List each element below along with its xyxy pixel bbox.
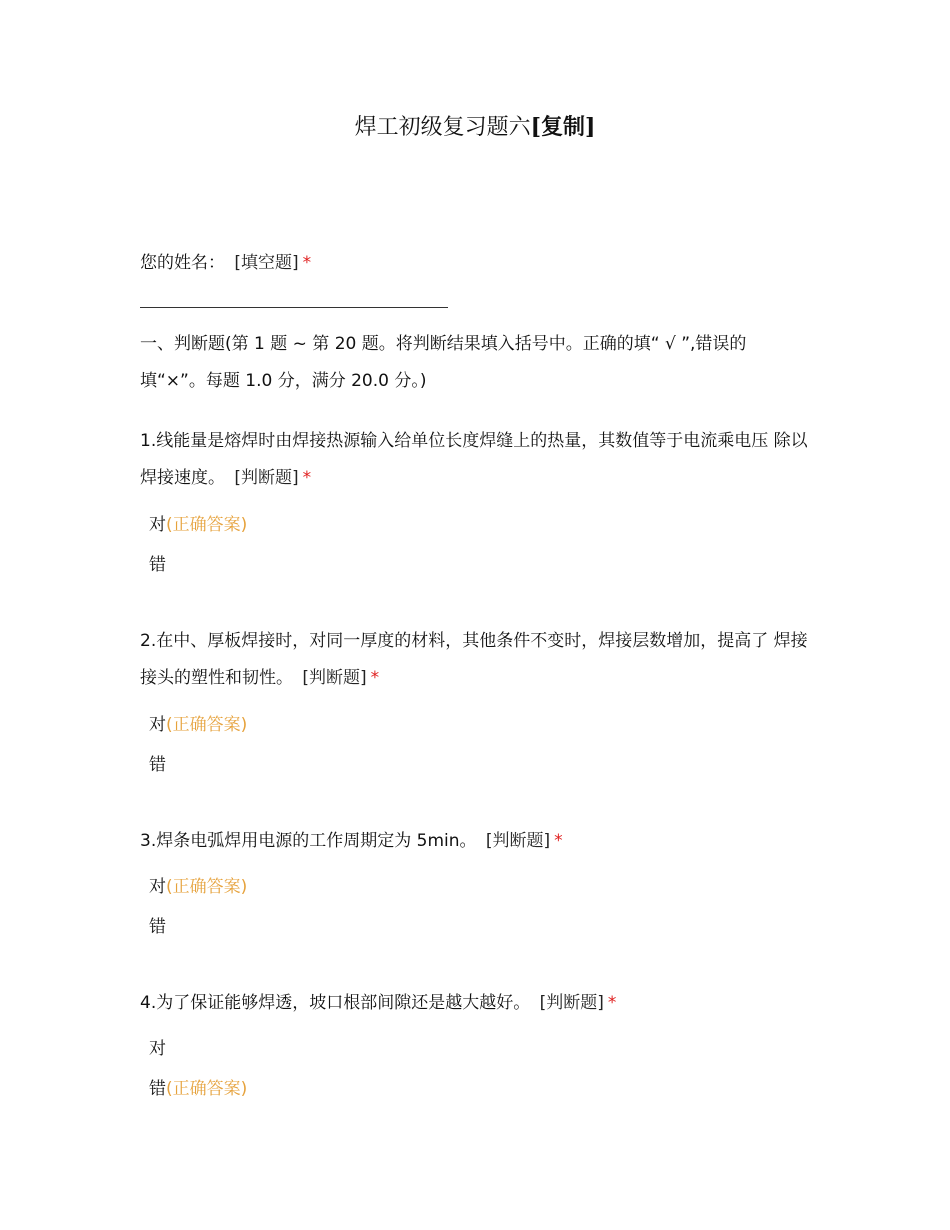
option-label: 对 — [149, 1039, 166, 1059]
question-4 — [140, 985, 812, 1022]
option-label: 错 — [149, 1079, 166, 1099]
name-label: 您的姓名： — [140, 253, 225, 273]
question-4-required-mark: * — [607, 993, 617, 1013]
option-label: 错 — [149, 917, 166, 937]
question-1-required-mark: * — [302, 468, 312, 488]
name-input-line[interactable] — [140, 307, 448, 308]
question-1-type: [判断题] — [234, 468, 299, 488]
question-1 — [140, 423, 812, 497]
question-3-option-true[interactable] — [149, 874, 247, 900]
question-1-option-true[interactable] — [149, 512, 247, 538]
question-2-required-mark: * — [370, 668, 380, 688]
question-3 — [140, 823, 812, 860]
correct-answer-tag: (正确答案) — [166, 715, 248, 735]
question-4-option-false[interactable] — [149, 1076, 247, 1102]
correct-answer-tag: (正确答案) — [166, 877, 248, 897]
question-3-required-mark: * — [554, 831, 563, 851]
section-heading: 一、判断题(第 1 题 ~ 第 20 题。将判断结果填入括号中。正确的填“ √ ”,错误的填“×”。每题 1.0 分，满分 20.0 分。) — [140, 334, 747, 391]
correct-answer-tag: (正确答案) — [166, 1079, 248, 1099]
option-label: 对 — [149, 515, 166, 535]
name-question — [140, 245, 812, 282]
question-1-option-false[interactable] — [149, 552, 166, 578]
question-3-text: 3.焊条电弧焊用电源的工作周期定为 5min。 — [140, 831, 477, 851]
option-label: 对 — [149, 877, 166, 897]
document-title — [0, 112, 950, 143]
question-4-type: [判断题] — [539, 993, 604, 1013]
option-label: 错 — [149, 755, 166, 775]
question-2-option-true[interactable] — [149, 712, 247, 738]
option-label: 对 — [149, 715, 166, 735]
question-4-option-true[interactable] — [149, 1036, 166, 1062]
question-3-option-false[interactable] — [149, 914, 166, 940]
correct-answer-tag: (正确答案) — [166, 515, 248, 535]
title-main: 焊工初级复习题六 — [354, 115, 531, 140]
question-2-option-false[interactable] — [149, 752, 166, 778]
question-4-text: 4.为了保证能够焊透，坡口根部间隙还是越大越好。 — [140, 993, 531, 1013]
question-3-type: [判断题] — [485, 831, 551, 851]
question-2-type: [判断题] — [302, 668, 367, 688]
option-label: 错 — [149, 555, 166, 575]
question-2-text: 2.在中、厚板焊接时，对同一厚度的材料，其他条件不变时，焊接层数增加，提高了 焊接接头的塑性和韧性。 — [140, 631, 808, 688]
question-2 — [140, 623, 812, 697]
name-question-type: [填空题] — [234, 253, 299, 273]
question-1-text: 1.线能量是熔焊时由焊接热源输入给单位长度焊缝上的热量，其数值等于电流乘电压 除以焊接速度。 — [140, 431, 808, 488]
required-mark: * — [302, 253, 312, 273]
title-bracket: [复制] — [530, 114, 596, 140]
